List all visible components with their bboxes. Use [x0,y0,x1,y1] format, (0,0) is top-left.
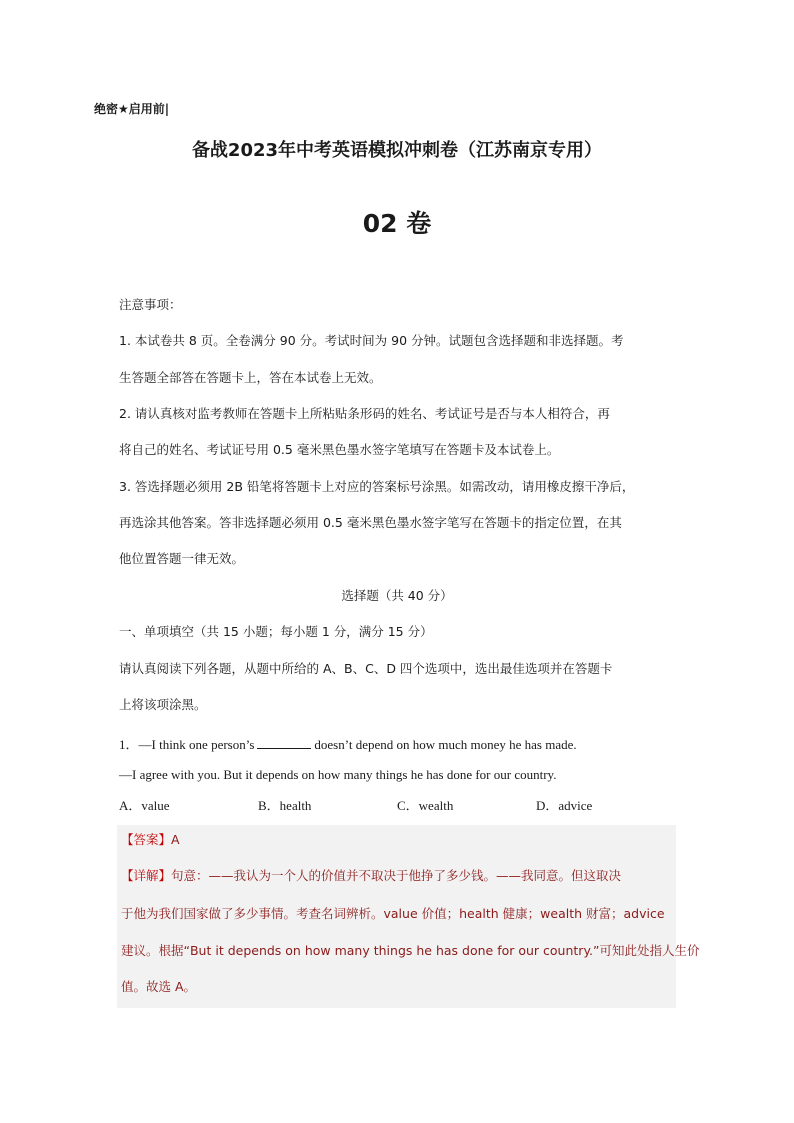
detail-line [121,866,621,884]
answer-blank [257,738,311,749]
question-stem-start: 1．—I think one person’s [119,737,255,752]
notice-line: 将自己的姓名、考试证号用 0.5 毫米黑色墨水签字笔填写在答题卡及本试卷上。 [119,442,560,457]
part-title: 一、单项填空（共 15 小题；每小题 1 分，满分 15 分） [119,624,433,639]
option-b: B．health [258,798,312,813]
question-stem-end: doesn’t depend on how much money he has made. [314,737,577,752]
question-reply: —I agree with you. But it depends on how many things he has done for our country. [119,767,557,782]
instruction-line: 请认真阅读下列各题，从题中所给的 A、B、C、D 四个选项中，选出最佳选项并在答题卡 [119,661,613,676]
section-title: 选择题（共 40 分） [341,588,453,603]
notice-heading: 注意事项： [119,297,182,312]
instruction-line: 上将该项涂黑。 [119,697,207,712]
notice-line: 1. 本试卷共 8 页。全卷满分 90 分。考试时间为 90 分钟。试题包含选择题和非选择题。考 [119,333,624,348]
detail-line: 值。故选 A。 [121,979,197,994]
notice-line: 2. 请认真核对监考教师在答题卡上所粘贴条形码的姓名、考试证号是否与本人相符合，再 [119,406,610,421]
exam-title: 备战2023年中考英语模拟冲刺卷（江苏南京专用） [191,140,603,161]
confidential-label: 绝密★启用前| [94,102,170,116]
notice-line: 再选涂其他答案。答非选择题必须用 0.5 毫米黑色墨水签字笔写在答题卡的指定位置，在其 [119,515,622,530]
answer-line [121,830,180,848]
question-stem [119,734,577,753]
detail-tag: 【详解】 [121,868,172,883]
detail-text: 句意：——我认为一个人的价值并不取决于他挣了多少钱。——我同意。但这取决 [171,868,622,883]
detail-line: 于他为我们国家做了多少事情。考查名词辨析。value 价值；health 健康；wealth 财富；advice [121,906,665,921]
notice-line: 生答题全部答在答题卡上，答在本试卷上无效。 [119,370,382,385]
option-a: A．value [119,798,170,813]
answer-value: A [171,832,180,847]
option-d: D．advice [536,798,593,813]
notice-line: 3. 答选择题必须用 2B 铅笔将答题卡上对应的答案标号涂黑。如需改动，请用橡皮擦干净后， [119,479,635,494]
answer-tag: 【答案】 [121,832,172,847]
volume-title: 02 卷 [362,209,432,238]
notice-line: 他位置答题一律无效。 [119,551,245,566]
option-c: C．wealth [397,798,454,813]
detail-line: 建议。根据“But it depends on how many things he has done for our country.”可知此处指人生价 [121,943,700,958]
